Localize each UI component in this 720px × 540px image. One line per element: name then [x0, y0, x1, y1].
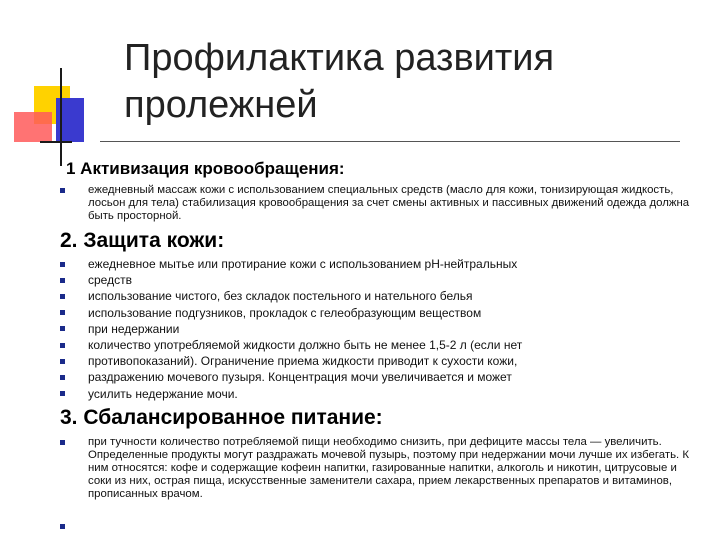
- section-heading-nutrition: 3. Сбалансированное питание:: [60, 406, 383, 429]
- bullet-icon: [60, 188, 65, 193]
- bullet-icon: [60, 343, 65, 348]
- page-title: [124, 35, 554, 129]
- section-text-circulation: ежедневный массаж кожи с использованием специальных средств (масло для кожи, тонизирующая жидкость, лосьон для тела) стабилизация кровообращения за счет смены активных и пассивных движений одежда должна быть просторной.: [88, 184, 690, 222]
- list-item: использование чистого, без складок постельного и нательного белья: [88, 289, 473, 304]
- decor-vertical-line: [60, 68, 62, 166]
- list-item: усилить недержание мочи.: [88, 386, 238, 401]
- bullet-icon: [60, 391, 65, 396]
- empty-bullet-icon: [60, 524, 65, 529]
- bullet-icon: [60, 294, 65, 299]
- bullet-icon: [60, 278, 65, 283]
- section-text-nutrition: при тучности количество потребляемой пищи необходимо снизить, при дефиците массы тела — увеличить. Определенные продукты могут раздражать мочевой пузырь, поэтому при недержании мочи лучше их избегать. К ним относятся: кофе и содержащие кофеин напитки, газированные напитки, алкоголь и никотин, цитрусовые и соки из них, острая пища, искусственные заменители сахара, прием лекарственных препаратов и витаминов, прописанных врачом.: [88, 436, 689, 500]
- bullet-icon: [60, 262, 65, 267]
- decor-red-square: [14, 112, 52, 142]
- decor-short-line: [40, 141, 72, 143]
- bullet-icon: [60, 310, 65, 315]
- section-heading-circulation: 1 Активизация кровообращения:: [66, 159, 345, 178]
- bullet-icon: [60, 375, 65, 380]
- title-underline: [100, 141, 680, 142]
- list-item: использование подгузников, прокладок с гелеобразующим веществом: [88, 305, 482, 320]
- list-item: противопоказаний). Ограничение приема жидкости приводит к сухости кожи,: [88, 354, 518, 369]
- list-item: средств: [88, 273, 132, 288]
- bullet-icon: [60, 440, 65, 445]
- skin-protection-list: [88, 256, 522, 402]
- list-item: раздражению мочевого пузыря. Концентрация мочи увеличивается и может: [88, 370, 512, 385]
- list-item: ежедневное мытье или протирание кожи с использованием pH-нейтральных: [88, 257, 518, 271]
- list-item: количество употребляемой жидкости должно быть не менее 1,5-2 л (если нет: [88, 338, 523, 353]
- bullet-icon: [60, 359, 65, 364]
- list-item: при недержании: [88, 321, 180, 336]
- title-line: Профилактика развития: [124, 37, 555, 79]
- bullet-icon: [60, 326, 65, 331]
- section-heading-skin: 2. Защита кожи:: [60, 229, 225, 252]
- title-line: пролежней: [124, 84, 318, 126]
